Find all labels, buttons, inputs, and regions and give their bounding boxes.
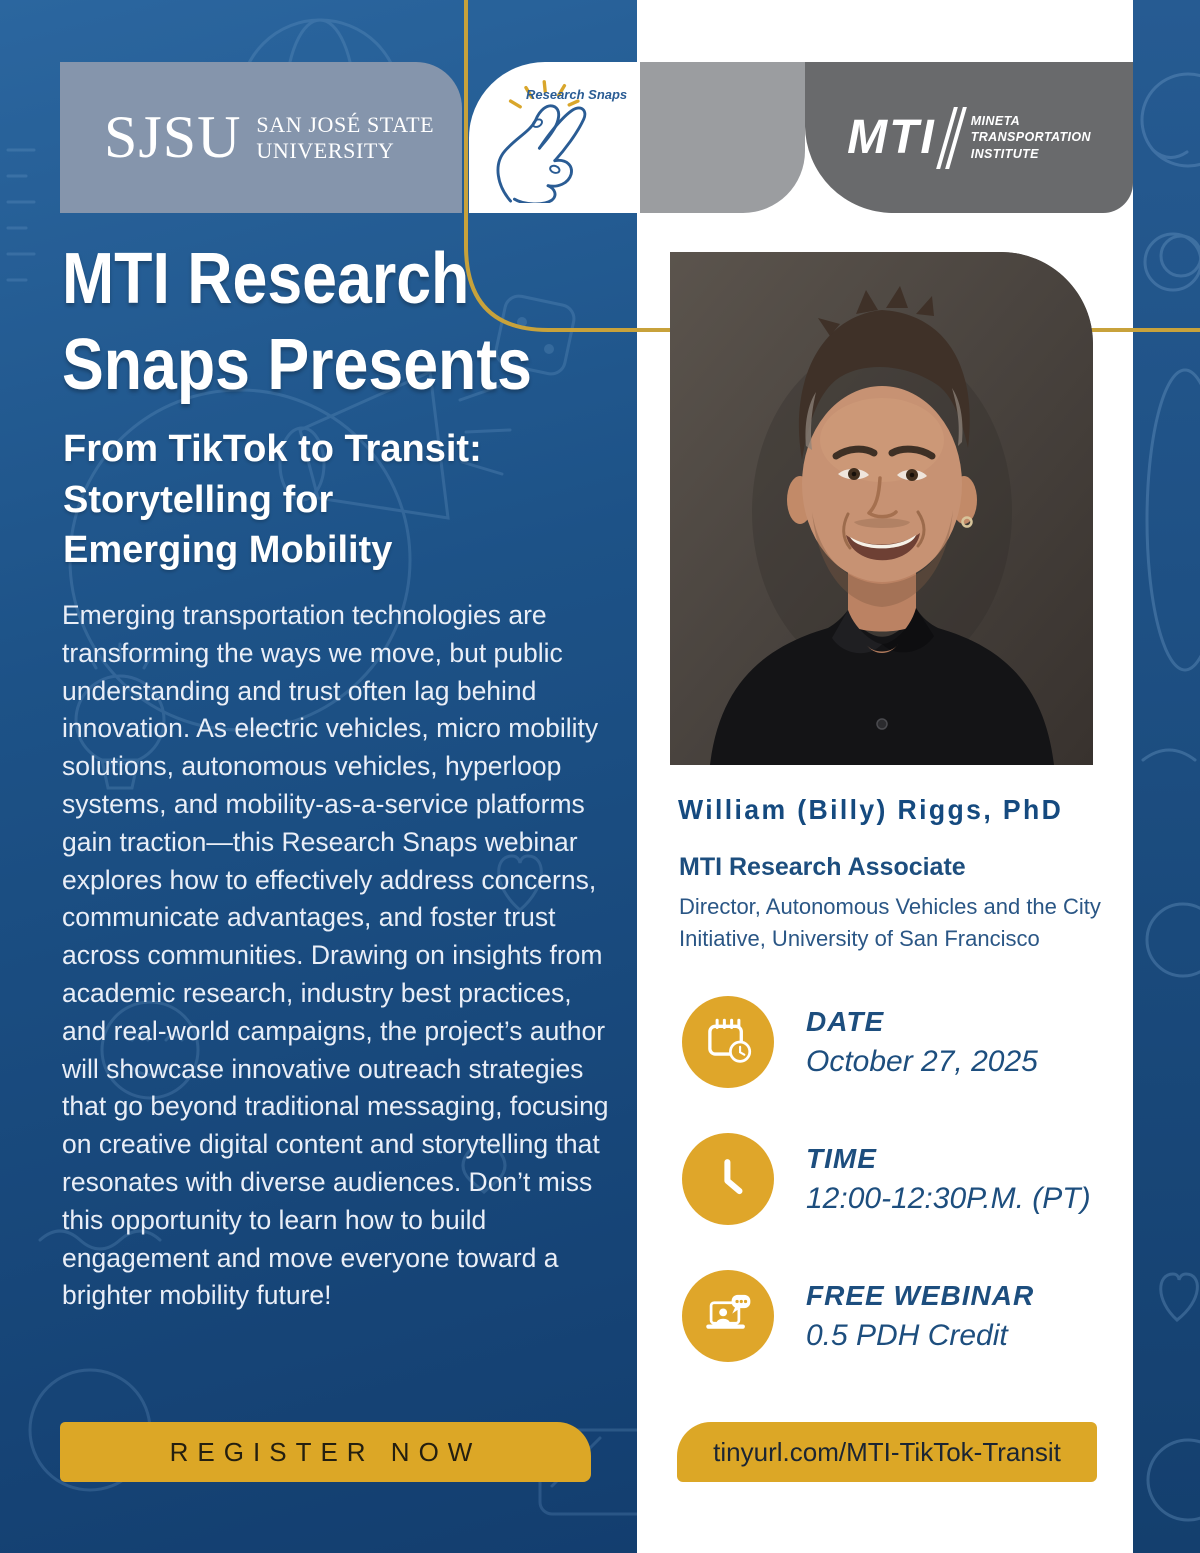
webinar-title-line3: Emerging Mobility <box>63 529 393 572</box>
webinar-description: Emerging transportation technologies are transforming the ways we move, but public understanding and trust often lag behind innovation. As electric vehicles, micro mobility solutions, autonomous vehicles, hyperloop systems, and mobility-as-a-service platforms gain traction—this Research Snaps webinar explores how to effectively address concerns, communicate advantages, and foster trust across communities. Drawing on insights from academic research, industry best practices, and real-world campaigns, the project’s author will showcase innovative outreach strategies that go beyond traditional messaging, focusing on creative digital content and storytelling that resonates with diverse audiences. Don’t miss this opportunity to learn how to build engagement and move everyone toward a brighter mobility future! <box>62 600 609 1311</box>
gray-header-box <box>640 62 805 213</box>
webinar-title <box>63 424 482 576</box>
mti-double-slash-icon <box>942 107 961 169</box>
calendar-icon <box>682 996 774 1088</box>
sjsu-name-line2: UNIVERSITY <box>256 137 395 163</box>
time-text <box>806 1143 1091 1216</box>
time-label: TIME <box>806 1142 877 1174</box>
page-title-line2: Snaps Presents <box>62 325 533 406</box>
webinar-label: FREE WEBINAR <box>806 1279 1035 1311</box>
speaker-affiliation: Director, Autonomous Vehicles and the City Initiative, University of San Francisco <box>679 894 1101 951</box>
date-row <box>682 996 1091 1088</box>
register-button[interactable]: REGISTER NOW <box>60 1422 591 1482</box>
date-label: DATE <box>806 1005 885 1037</box>
registration-url-link[interactable]: tinyurl.com/MTI-TikTok-Transit <box>677 1422 1097 1482</box>
webinar-title-line1: From TikTok to Transit: <box>63 428 482 470</box>
mti-acronym: MTI <box>847 111 936 164</box>
clock-icon <box>682 1133 774 1225</box>
time-row <box>682 1133 1091 1225</box>
research-snaps-logo <box>469 62 640 213</box>
mti-institute-name <box>971 113 1091 162</box>
webinar-title-line2: Storytelling for <box>63 478 334 521</box>
webinar-text <box>806 1280 1034 1353</box>
page-title-line1: MTI Research <box>62 239 470 319</box>
mti-name-line2: TRANSPORTATION <box>970 130 1091 145</box>
doodle-pattern <box>1133 0 1200 1553</box>
date-text <box>806 1006 1038 1079</box>
webinar-value: 0.5 PDH Credit <box>806 1318 1008 1352</box>
speaker-photo <box>670 252 1093 765</box>
time-value: 12:00-12:30P.M. (PT) <box>806 1181 1091 1215</box>
webinar-row <box>682 1270 1091 1362</box>
speaker-role: MTI Research Associate <box>679 853 966 881</box>
sjsu-university-name <box>256 112 434 164</box>
page-title <box>62 236 654 409</box>
mti-name-line3: INSTITUTE <box>970 146 1039 161</box>
sjsu-acronym: SJSU <box>104 104 242 170</box>
event-details <box>682 996 1091 1362</box>
research-snaps-label: Research Snaps <box>526 87 628 102</box>
sjsu-name-line1: SAN JOSÉ STATE <box>256 111 435 137</box>
right-blue-strip <box>1133 0 1200 1553</box>
webinar-icon <box>682 1270 774 1362</box>
sjsu-logo <box>60 62 462 213</box>
mti-logo <box>805 62 1133 213</box>
mti-name-line1: MINETA <box>970 114 1021 129</box>
date-value: October 27, 2025 <box>806 1044 1038 1078</box>
speaker-name: William (Billy) Riggs, PhD <box>678 794 1064 825</box>
